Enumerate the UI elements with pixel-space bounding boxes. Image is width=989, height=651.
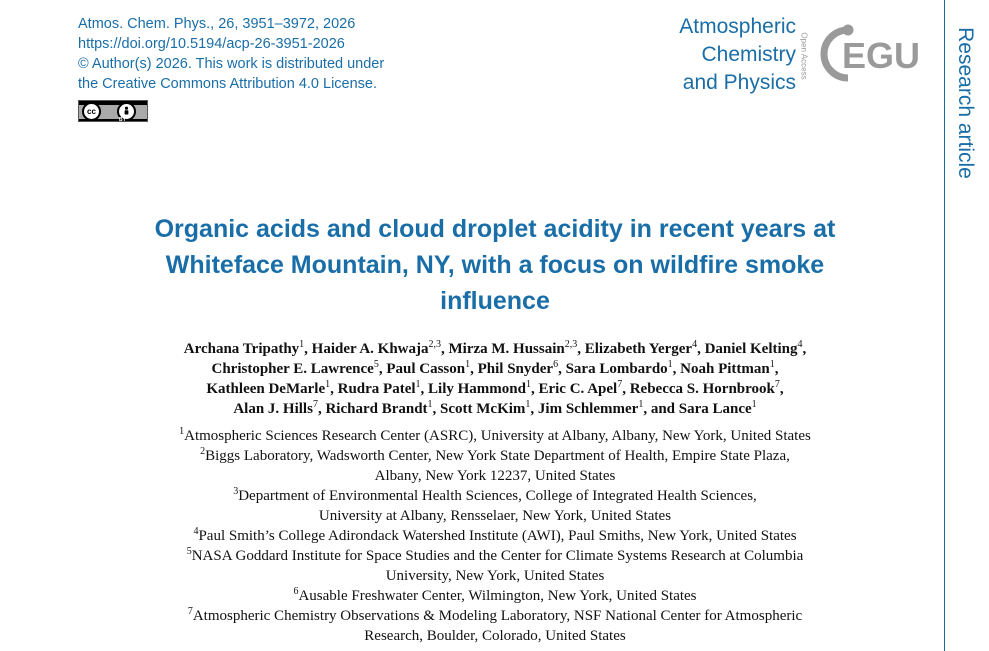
affiliation-text: NASA Goddard Institute for Space Studies and the Center for Climate Systems Research at Columbia (191, 548, 804, 564)
affiliation-line (100, 566, 890, 586)
author-affiliation-sup: 1 (427, 399, 433, 410)
author-affiliation-sup: 1 (525, 379, 531, 390)
affiliation-line (100, 466, 890, 486)
title-line3: influence (440, 287, 550, 315)
license-text-line2: the Creative Commons Attribution 4.0 License. (78, 76, 378, 92)
affiliation-line (100, 606, 890, 626)
author-name[interactable]: Archana Tripathy (183, 341, 300, 357)
by-label: BY (119, 117, 126, 123)
author-affiliation-sup: 2,3 (564, 339, 578, 350)
author-affiliation-sup: 2,3 (428, 339, 441, 350)
author-affiliation-sup: 1 (325, 379, 331, 390)
doi-link[interactable]: https://doi.org/10.5194/acp-26-3951-2026 (78, 36, 345, 52)
author-affiliation-sup: 1 (415, 379, 421, 390)
affiliation-text: Research, Boulder, Colorado, United States (364, 628, 626, 644)
author-list (100, 339, 890, 419)
author-name[interactable]: Lily Hammond (428, 381, 526, 397)
journal-name[interactable] (679, 13, 796, 97)
author-line: Archana Tripathy$^1$, Haider A. Khwaja$^{2,3}$, Mirza M. Hussain$^{2,3}$, Elizabeth Yerger$^4$, Daniel Kelting$^4$, (183, 339, 807, 357)
author-affiliation-sup: 1 (465, 359, 471, 370)
cc-by-license-badge[interactable] (78, 100, 148, 122)
author-affiliation-sup: 1 (751, 399, 757, 410)
author-affiliation-sup: 7 (617, 379, 623, 390)
affiliation-text: Atmospheric Chemistry Observations & Modeling Laboratory, NSF National Center for Atmospheric (192, 608, 803, 624)
author-name[interactable]: Daniel Kelting (704, 341, 798, 357)
affiliation-number: 6 (293, 586, 299, 597)
license-text-line1: © Author(s) 2026. This work is distributed under (78, 56, 385, 72)
author-name[interactable]: Alan J. Hills (233, 401, 313, 417)
author-affiliation-sup: 1 (769, 359, 775, 370)
egu-logo[interactable] (818, 18, 918, 90)
egu-logo-text: EGU (842, 35, 918, 76)
author-name[interactable]: Phil Snyder (477, 361, 554, 377)
affiliation-number: 5 (186, 546, 192, 557)
author-name[interactable]: Richard Brandt (325, 401, 428, 417)
affiliation-number: 4 (193, 526, 199, 537)
journal-name-line2: Chemistry (701, 43, 796, 66)
author-name[interactable]: Scott McKim (440, 401, 526, 417)
cc-icon: cc (82, 102, 101, 121)
affiliation-line (100, 586, 890, 606)
author-name[interactable]: Sara Lombardo (565, 361, 668, 377)
author-name[interactable]: Haider A. Khwaja (311, 341, 429, 357)
open-access-label: Open Access (799, 32, 809, 80)
author-affiliation-sup: 6 (553, 359, 559, 370)
journal-name-line3: and Physics (682, 71, 796, 94)
affiliation-text: Atmospheric Sciences Research Center (ASRC), University at Albany, Albany, New York, United States (184, 428, 811, 444)
margin-rule (944, 0, 945, 651)
affiliation-line (100, 426, 890, 446)
affiliation-text: Ausable Freshwater Center, Wilmington, New York, United States (298, 588, 697, 604)
article-type-label: Research article (954, 27, 977, 179)
author-name[interactable]: Rebecca S. Hornbrook (629, 381, 775, 397)
title-line2: Whiteface Mountain, NY, with a focus on wildfire smoke (165, 251, 825, 279)
affiliation-number: 2 (200, 446, 206, 457)
article-title (100, 211, 890, 319)
author-name[interactable]: Noah Pittman (680, 361, 770, 377)
affiliation-list (100, 426, 890, 646)
author-affiliation-sup: 7 (312, 399, 318, 410)
author-name[interactable]: Eric C. Apel (538, 381, 618, 397)
author-name[interactable]: Paul Casson (386, 361, 466, 377)
affiliation-line (100, 506, 890, 526)
affiliation-line (100, 486, 890, 506)
author-name[interactable]: Rudra Patel (337, 381, 416, 397)
affiliation-text: Paul Smith’s College Adirondack Watershed Institute (AWI), Paul Smiths, New York, United States (198, 528, 797, 544)
author-name[interactable]: Elizabeth Yerger (584, 341, 693, 357)
author-affiliation-sup: 1 (638, 399, 644, 410)
affiliation-text: Biggs Laboratory, Wadsworth Center, New York State Department of Health, Empire State Plaza, (205, 448, 790, 464)
author-affiliation-sup: 4 (797, 339, 803, 350)
author-affiliation-sup: 1 (525, 399, 531, 410)
author-name[interactable]: Christopher E. Lawrence (211, 361, 374, 377)
author-line: Alan J. Hills$^7$, Richard Brandt$^1$, Scott McKim$^1$, Jim Schlemmer$^1$, and Sara Lance$^1$ (233, 399, 757, 417)
affiliation-number: 1 (179, 426, 185, 437)
affiliation-text: University at Albany, Rensselaer, New York, United States (318, 508, 672, 524)
author-line: Kathleen DeMarle$^1$, Rudra Patel$^1$, Lily Hammond$^1$, Eric C. Apel$^7$, Rebecca S. Hornbrook$^7$, (206, 379, 784, 397)
affiliation-text: Department of Environmental Health Sciences, College of Integrated Health Sciences, (238, 488, 757, 504)
author-name[interactable]: Mirza M. Hussain (448, 341, 565, 357)
affiliation-text: Albany, New York 12237, United States (374, 468, 616, 484)
author-affiliation-sup: 4 (692, 339, 698, 350)
author-name[interactable]: Kathleen DeMarle (206, 381, 326, 397)
journal-name-line1: Atmospheric (679, 15, 796, 38)
author-name[interactable]: Sara Lance (678, 401, 752, 417)
affiliation-line (100, 546, 890, 566)
affiliation-text: University, New York, United States (385, 568, 605, 584)
author-affiliation-sup: 5 (373, 359, 379, 370)
citation-text: Atmos. Chem. Phys., 26, 3951–3972, 2026 (78, 16, 356, 32)
affiliation-line (100, 626, 890, 646)
affiliation-number: 7 (187, 606, 193, 617)
author-line: Christopher E. Lawrence$^5$, Paul Casson$^1$, Phil Snyder$^6$, Sara Lombardo$^1$, Noah Pittman$^1$, (211, 359, 779, 377)
author-affiliation-sup: 1 (299, 339, 305, 350)
title-line1: Organic acids and cloud droplet acidity in recent years at (154, 215, 836, 243)
author-name[interactable]: Jim Schlemmer (537, 401, 639, 417)
affiliation-number: 3 (233, 486, 239, 497)
author-affiliation-sup: 1 (667, 359, 673, 370)
citation-block (78, 14, 384, 94)
author-affiliation-sup: 7 (774, 379, 780, 390)
affiliation-line (100, 446, 890, 466)
affiliation-line (100, 526, 890, 546)
